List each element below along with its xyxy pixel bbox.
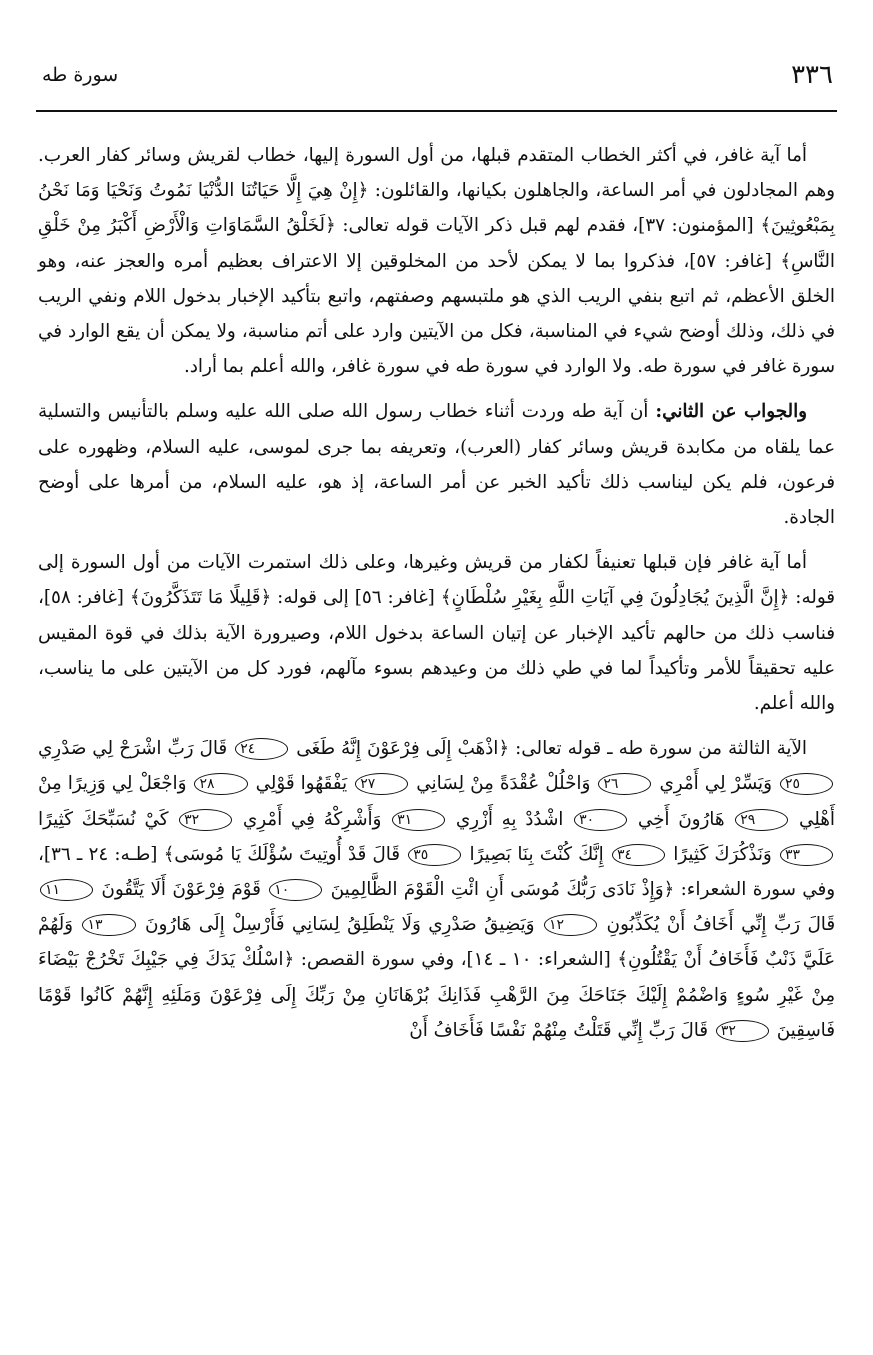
verse-text: وَاجْعَلْ لِي وَزِيرًا مِنْ أَهْلِي bbox=[38, 773, 835, 830]
paragraph-ghafir-rebuke bbox=[38, 545, 835, 721]
verse-number-marker: ١٣ bbox=[82, 914, 135, 936]
paragraph-third-verse bbox=[38, 731, 835, 1048]
verse-text: قَالَ قَدْ أُوتِيتَ سُؤْلَكَ يَا مُوسَى﴾ [طـه: ٢٤ ـ ٣٦]، وفي سورة الشعراء: ﴿وَإِذْ نَادَى رَبُّكَ مُوسَى أَنِ ائْتِ الْقَوْمَ الظَّالِمِينَ bbox=[38, 843, 836, 901]
verse-number-marker: ٣٠ bbox=[574, 809, 627, 831]
verse-number-marker: ٢٥ bbox=[780, 773, 833, 795]
verse-text: كَيْ نُسَبِّحَكَ كَثِيرًا bbox=[38, 808, 169, 830]
verse-text: قَوْمَ فِرْعَوْنَ أَلَا يَتَّقُونَ bbox=[101, 879, 261, 901]
verse-number-marker: ٣٤ bbox=[612, 844, 665, 866]
verse-number-marker: ١٠ bbox=[269, 879, 322, 901]
paragraph-ghafir-context bbox=[38, 138, 835, 384]
verse-number-marker: ٣٢ bbox=[179, 809, 232, 831]
verse-text: وَيَسِّرْ لِي أَمْرِي bbox=[659, 773, 772, 795]
verse-number-marker: ٢٤ bbox=[235, 738, 288, 760]
verse-text: يَفْقَهُوا قَوْلِي bbox=[255, 773, 348, 795]
verse-number-marker: ٢٧ bbox=[355, 773, 408, 795]
page-body bbox=[38, 138, 835, 1058]
page-header bbox=[36, 58, 837, 98]
verse-text: قَالَ رَبِّ اشْرَحْ لِي صَدْرِي bbox=[38, 738, 228, 760]
verse-number-marker: ٣١ bbox=[392, 809, 445, 831]
verse-number-marker: ٣٢ bbox=[716, 1020, 769, 1042]
verse-number-marker: ٣٣ bbox=[780, 844, 833, 866]
verse-number-marker: ١٢ bbox=[544, 914, 597, 936]
paragraph-text: أن آية طه وردت أثناء خطاب رسول الله صلى الله عليه وسلم بالتأنيس والتسلية عما يلقاه من مكابدة قريش وسائر كفار (العرب)، وتعريفه بما جرى لموسى، عليه السلام، وظهوره على فرعون، فلم يكن ليناسب ذلك تأكيد الخبر عن أمر الساعة، إذ هو، عليه السلام، من أمرها على أوضح الجادة. bbox=[38, 401, 835, 529]
verse-number-marker: ١١ bbox=[40, 879, 93, 901]
paragraph-second-answer bbox=[38, 394, 835, 535]
verse-text: وَنَذْكُرَكَ كَثِيرًا bbox=[673, 843, 772, 865]
paragraph-text: أما آية غافر فإن قبلها تعنيفاً لكفار من قريش وغيرها، وعلى ذلك استمرت الآيات من أول السورة إلى قوله: ﴿إِنَّ الَّذِينَ يُجَادِلُونَ فِي آيَاتِ اللَّهِ بِغَيْرِ سُلْطَانٍ﴾ [غافر: ٥٦] إلى قوله: ﴿قَلِيلًا مَا تَتَذَكَّرُونَ﴾ [غافر: ٥٨]، فناسب ذلك من حالهم تأكيد الإخبار عن إتيان الساعة بدخول اللام، وصيرورة الآية بذلك في قوة المقيس عليه تحقيقاً للأمر وتأكيداً لما في طي ذلك من وعيدهم بسوء مآلهم، فورد كل من الآيتين على ما يناسب، والله أعلم. bbox=[38, 552, 835, 715]
verse-text: إِنَّكَ كُنْتَ بِنَا بَصِيرًا bbox=[469, 843, 604, 865]
verse-text: هَارُونَ أَخِي bbox=[637, 808, 725, 830]
verse-number-marker: ٣٥ bbox=[408, 844, 461, 866]
verse-text: وَأَشْرِكْهُ فِي أَمْرِي bbox=[242, 808, 382, 830]
verse-text: قَالَ رَبِّ إِنِّي أَخَافُ أَنْ يُكَذِّبُونِ bbox=[606, 914, 836, 936]
verse-text: وَيَضِيقُ صَدْرِي وَلَا يَنْطَلِقُ لِسَانِي فَأَرْسِلْ إِلَى هَارُونَ bbox=[145, 914, 535, 936]
verse-number-marker: ٢٦ bbox=[598, 773, 651, 795]
verse-text: وَاحْلُلْ عُقْدَةً مِنْ لِسَانِي bbox=[416, 773, 591, 795]
verse-number-marker: ٢٨ bbox=[194, 773, 247, 795]
verse-number-marker: ٢٩ bbox=[735, 809, 788, 831]
verse-text: قَالَ رَبِّ إِنِّي قَتَلْتُ مِنْهُمْ نَفْسًا فَأَخَافُ أَنْ bbox=[409, 1019, 709, 1041]
paragraph-lead: والجواب عن الثاني: bbox=[655, 401, 807, 423]
header-divider bbox=[36, 110, 837, 112]
verse-text: الآية الثالثة من سورة طه ـ قوله تعالى: ﴿اذْهَبْ إِلَى فِرْعَوْنَ إِنَّهُ طَغَى bbox=[296, 738, 807, 760]
verse-text: وَلَهُمْ عَلَيَّ ذَنْبٌ فَأَخَافُ أَنْ يَقْتُلُونِ﴾ [الشعراء: ١٠ ـ ١٤]، وفي سورة القصص: ﴿اسْلُكْ يَدَكَ فِي جَيْبِكَ تَخْرُجْ بَيْضَاءَ مِنْ غَيْرِ سُوءٍ وَاضْمُمْ إِلَيْكَ جَنَاحَكَ مِنَ الرَّهْبِ فَذَانِكَ بُرْهَانَانِ مِنْ رَبِّكَ إِلَى فِرْعَوْنَ وَمَلَئِهِ إِنَّهُمْ كَانُوا قَوْمًا فَاسِقِينَ bbox=[38, 914, 835, 1041]
paragraph-text: أما آية غافر، في أكثر الخطاب المتقدم قبلها، من أول السورة إليها، خطاب لقريش وسائر كفار العرب. وهم المجادلون في أمر الساعة، والجاهلون بكيانها، والقائلون: ﴿إِنْ هِيَ إِلَّا حَيَاتُنَا الدُّنْيَا نَمُوتُ وَنَحْيَا وَمَا نَحْنُ بِمَبْعُوثِينَ﴾ [المؤمنون: ٣٧]، فقدم لهم قبل ذكر الآيات قوله تعالى: ﴿لَخَلْقُ السَّمَاوَاتِ وَالْأَرْضِ أَكْبَرُ مِنْ خَلْقِ النَّاسِ﴾ [غافر: ٥٧]، فذكروا بما لا يمكن لأحد من المخلوقين إلا الاعتراف بعظيم أمره والعجز عنه، وهو الخلق الأعظم، ثم اتبع بنفي الريب الذي هو ملتبسهم وصفتهم، واتبع بتأكيد الإخبار بدخول اللام ونفي الريب في ذلك، وذلك أوضح شيء في المناسبة، فكل من الآيتين وارد على أتم مناسبة، ولا يمكن أن يقع الوارد في سورة غافر في سورة طه. ولا الوارد في سورة طه في سورة غافر، والله أعلم بما أراد. bbox=[38, 145, 835, 378]
page-number: ٣٣٦ bbox=[791, 60, 833, 90]
running-title: سورة طه bbox=[42, 64, 119, 86]
verse-text: اشْدُدْ بِهِ أَزْرِي bbox=[455, 808, 564, 830]
